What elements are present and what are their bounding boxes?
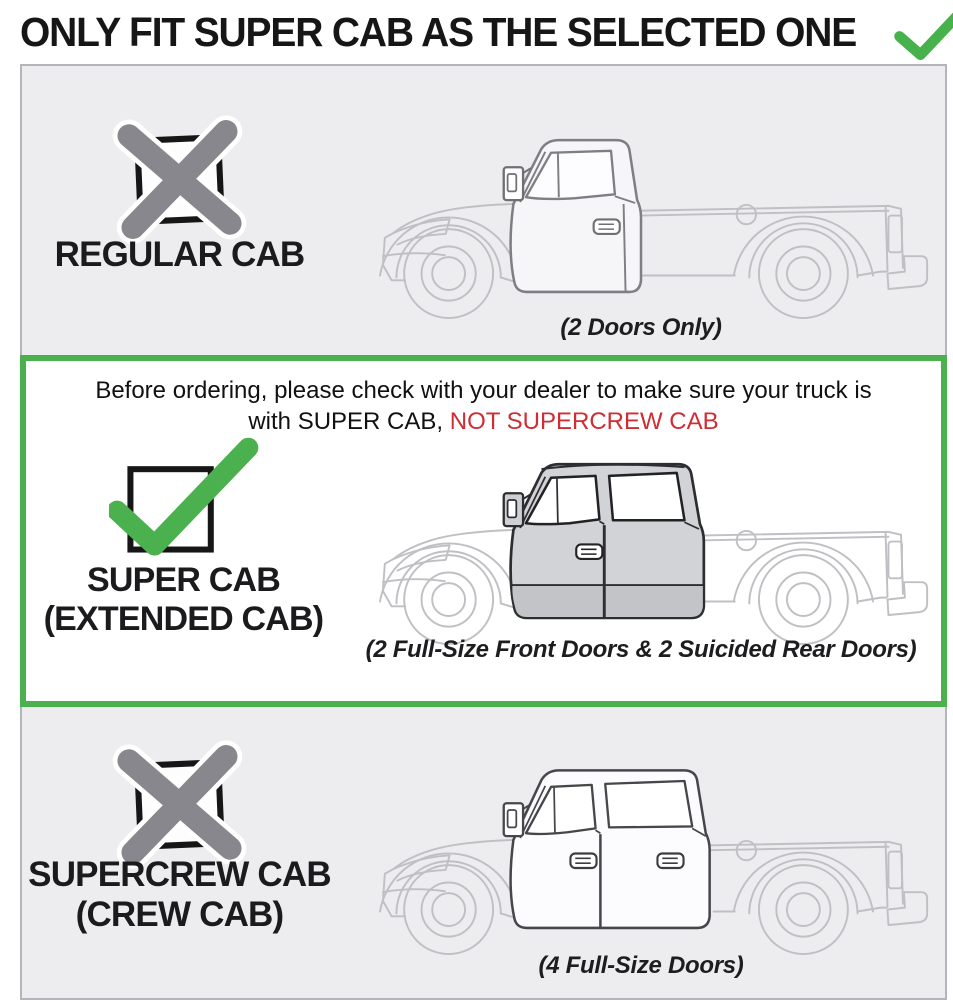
- door-handle: [576, 545, 602, 560]
- notice-warning-text: NOT SUPERCREW CAB: [449, 408, 719, 436]
- super-cab-truck-area: [341, 437, 941, 664]
- dealer-notice: [26, 375, 941, 437]
- rear-door-handle: [657, 854, 683, 869]
- regular-cab-body: [504, 140, 641, 292]
- section-regular-cab: [20, 64, 947, 355]
- supercrew-cab-caption: (4 Full-Size Doors): [538, 952, 744, 979]
- notice-line2-prefix: with SUPER CAB,: [248, 408, 450, 436]
- truck-chassis: [380, 204, 927, 318]
- header: [20, 0, 947, 64]
- title-check-icon: [893, 4, 953, 60]
- supercrew-cab-body: [504, 770, 710, 928]
- page-title: ONLY FIT SUPER CAB AS THE SELECTED ONE: [20, 8, 857, 55]
- x-mark-icon: [112, 112, 247, 247]
- section-super-cab: [20, 355, 947, 707]
- super-cab-caption: (2 Full-Size Front Doors & 2 Suicided Rear Doors): [365, 636, 917, 664]
- super-cab-label: [44, 561, 324, 639]
- section-supercrew-cab: [20, 707, 947, 1000]
- supercrew-cab-label: [28, 855, 331, 936]
- notice-line1: Before ordering, please check with your dealer to make sure your truck is: [95, 377, 872, 404]
- supercrew-truck-area: [337, 707, 945, 998]
- regular-cab-truck-illustration: [351, 111, 931, 324]
- super-cab-highlighted-body: [504, 465, 704, 619]
- super-cab-truck-illustration: [351, 437, 931, 650]
- super-cab-label-line1: SUPER CAB: [86, 561, 281, 600]
- supercrew-label-line2: (CREW CAB): [75, 895, 284, 935]
- door-handle: [594, 219, 620, 234]
- supercrew-left-column: [22, 707, 337, 998]
- supercrew-label-line1: SUPERCREW CAB: [28, 855, 331, 894]
- supercrew-cab-truck-illustration: [351, 747, 931, 960]
- front-door-handle: [570, 854, 596, 869]
- regular-cab-left-column: [22, 66, 337, 355]
- super-cab-left-column: [26, 437, 341, 664]
- regular-cab-truck-area: [337, 66, 945, 355]
- x-mark-icon: [112, 737, 247, 872]
- super-cab-label-line2: (EXTENDED CAB): [43, 600, 324, 639]
- regular-cab-label: REGULAR CAB: [54, 235, 305, 274]
- regular-cab-caption: (2 Doors Only): [560, 314, 722, 341]
- check-mark-icon: [109, 437, 259, 571]
- super-cab-row: [26, 437, 941, 664]
